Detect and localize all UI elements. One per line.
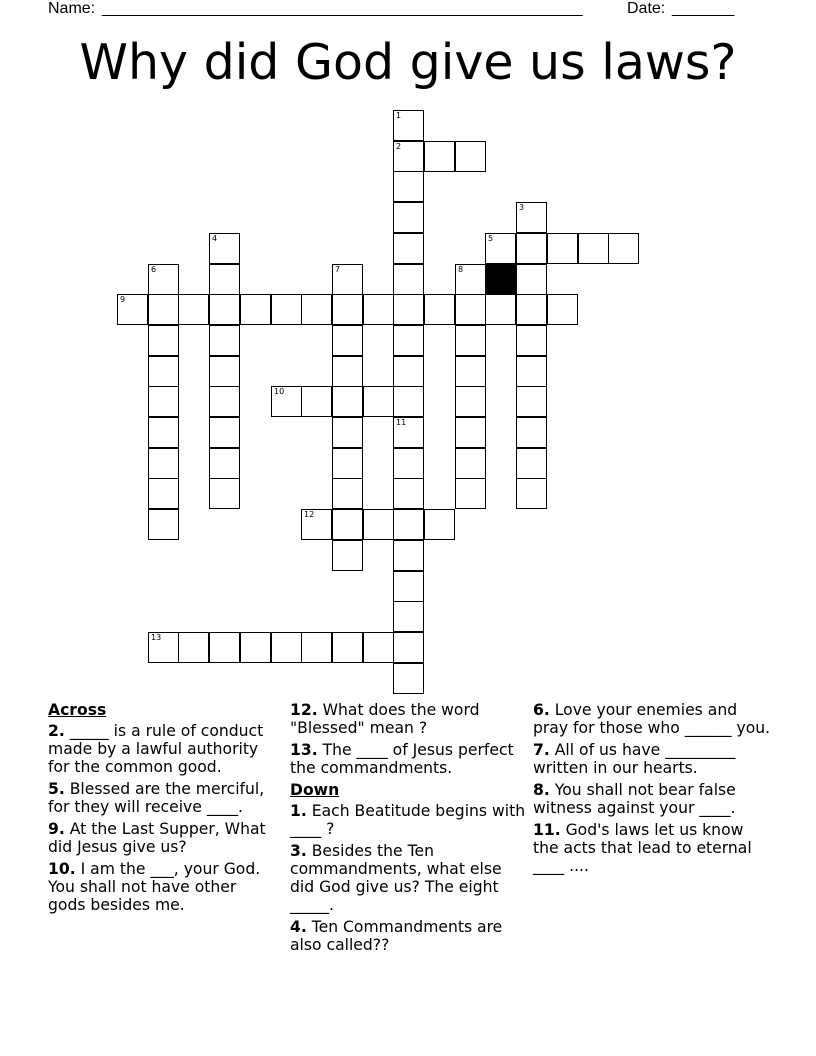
clue-number: 12. xyxy=(290,701,318,719)
clue-column-3 xyxy=(533,701,773,879)
clue-text: What does the word "Blessed" mean ? xyxy=(290,701,480,737)
grid-cell[interactable] xyxy=(332,478,363,509)
grid-cell[interactable] xyxy=(332,294,363,325)
grid-cell[interactable] xyxy=(148,632,179,663)
cell-number: 6 xyxy=(151,265,157,274)
clue-item xyxy=(533,741,773,777)
grid-cell[interactable] xyxy=(393,356,424,387)
grid-cell[interactable] xyxy=(485,294,516,325)
clue-item xyxy=(290,802,530,838)
name-label: Name: xyxy=(48,0,96,17)
clue-item xyxy=(48,820,273,856)
grid-cell[interactable] xyxy=(363,294,394,325)
grid-cell[interactable] xyxy=(516,417,547,448)
clue-text: _____ is a rule of conduct made by a lawful authority for the common good. xyxy=(48,722,264,776)
clue-text: Besides the Ten commandments, what else did God give us? The eight _____. xyxy=(290,842,502,914)
cell-number: 12 xyxy=(304,510,315,519)
grid-cell[interactable] xyxy=(424,141,455,172)
grid-cell[interactable] xyxy=(209,264,240,295)
grid-cell[interactable] xyxy=(393,294,424,325)
clue-number: 13. xyxy=(290,741,318,759)
clue-number: 2. xyxy=(48,722,65,740)
grid-cell[interactable] xyxy=(209,632,240,663)
grid-cell[interactable] xyxy=(332,356,363,387)
clue-item xyxy=(48,860,273,914)
date-label: Date: xyxy=(627,0,666,17)
clue-number: 1. xyxy=(290,802,307,820)
cell-number: 4 xyxy=(212,234,218,243)
grid-cell[interactable] xyxy=(240,294,271,325)
grid-cell[interactable] xyxy=(393,601,424,632)
grid-cell[interactable] xyxy=(393,571,424,602)
clue-column-1 xyxy=(48,701,273,918)
grid-cell[interactable] xyxy=(148,478,179,509)
cell-number: 8 xyxy=(458,265,464,274)
grid-cell[interactable] xyxy=(393,509,424,540)
clue-item xyxy=(290,741,530,777)
clue-item xyxy=(533,821,773,875)
grid-cell[interactable] xyxy=(393,141,424,172)
grid-cell[interactable] xyxy=(516,356,547,387)
grid-cell[interactable] xyxy=(209,478,240,509)
grid-cell[interactable] xyxy=(393,386,424,417)
grid-cell[interactable] xyxy=(455,448,486,479)
grid-cell[interactable] xyxy=(393,171,424,202)
grid-cell[interactable] xyxy=(148,386,179,417)
grid-cell[interactable] xyxy=(455,141,486,172)
grid-cell[interactable] xyxy=(516,325,547,356)
grid-cell[interactable] xyxy=(301,632,332,663)
grid-cell[interactable] xyxy=(209,448,240,479)
grid-cell[interactable] xyxy=(332,325,363,356)
grid-cell[interactable] xyxy=(209,294,240,325)
grid-cell[interactable] xyxy=(516,478,547,509)
grid-cell[interactable] xyxy=(485,233,516,264)
cell-number: 11 xyxy=(396,418,407,427)
grid-cell[interactable] xyxy=(301,386,332,417)
grid-cell[interactable] xyxy=(578,233,609,264)
grid-cell[interactable] xyxy=(455,294,486,325)
grid-cell[interactable] xyxy=(148,417,179,448)
grid-cell[interactable] xyxy=(332,540,363,571)
grid-cell[interactable] xyxy=(117,294,148,325)
clue-number: 10. xyxy=(48,860,76,878)
name-blank-line[interactable]: ______________________________________________________ xyxy=(102,0,583,17)
clue-item xyxy=(290,842,530,914)
grid-cell[interactable] xyxy=(455,325,486,356)
grid-cell[interactable] xyxy=(393,540,424,571)
grid-cell[interactable] xyxy=(424,509,455,540)
cell-number: 7 xyxy=(335,265,341,274)
clue-number: 7. xyxy=(533,741,550,759)
grid-cell[interactable] xyxy=(301,509,332,540)
grid-cell[interactable] xyxy=(516,264,547,295)
clue-heading: Down xyxy=(290,781,340,799)
clue-number: 3. xyxy=(290,842,307,860)
clue-text: All of us have _________ written in our hearts. xyxy=(533,741,736,777)
page-title: Why did God give us laws? xyxy=(79,34,737,91)
grid-cell[interactable] xyxy=(393,264,424,295)
clue-heading: Across xyxy=(48,701,107,719)
grid-cell[interactable] xyxy=(393,110,424,141)
grid-cell[interactable] xyxy=(332,509,363,540)
grid-cell[interactable] xyxy=(148,356,179,387)
clue-text: Blessed are the merciful, for they will receive ____. xyxy=(48,780,265,816)
clue-item xyxy=(48,780,273,816)
grid-cell[interactable] xyxy=(516,202,547,233)
grid-cell[interactable] xyxy=(332,448,363,479)
clue-text: You shall not bear false witness against your ____. xyxy=(533,781,736,817)
cell-number: 1 xyxy=(396,111,402,120)
clue-text: The ____ of Jesus perfect the commandments. xyxy=(290,741,514,777)
clue-number: 4. xyxy=(290,918,307,936)
grid-cell[interactable] xyxy=(209,386,240,417)
grid-cell[interactable] xyxy=(455,356,486,387)
grid-cell[interactable] xyxy=(271,386,302,417)
clue-item xyxy=(48,722,273,776)
clue-number: 5. xyxy=(48,780,65,798)
grid-cell[interactable] xyxy=(148,325,179,356)
grid-cell[interactable] xyxy=(148,294,179,325)
cell-number: 10 xyxy=(274,387,285,396)
clue-text: Each Beatitude begins with ____ ? xyxy=(290,802,526,838)
date-blank-line[interactable]: _______ xyxy=(672,0,735,17)
grid-cell[interactable] xyxy=(455,264,486,295)
cell-number: 9 xyxy=(120,295,126,304)
grid-cell[interactable] xyxy=(332,632,363,663)
grid-cell[interactable] xyxy=(393,233,424,264)
grid-cell[interactable] xyxy=(608,233,639,264)
cell-number: 5 xyxy=(488,234,494,243)
grid-cell[interactable] xyxy=(332,386,363,417)
grid-cell[interactable] xyxy=(393,448,424,479)
cell-number: 13 xyxy=(151,633,162,642)
grid-cell[interactable] xyxy=(209,356,240,387)
grid-cell[interactable] xyxy=(516,448,547,479)
clue-text: Ten Commandments are also called?? xyxy=(290,918,503,954)
grid-cell[interactable] xyxy=(209,417,240,448)
clue-item xyxy=(290,918,530,954)
grid-cell[interactable] xyxy=(240,632,271,663)
clue-text: Love your enemies and pray for those who ______ you. xyxy=(533,701,771,737)
grid-cell[interactable] xyxy=(363,632,394,663)
clue-number: 9. xyxy=(48,820,65,838)
clue-text: At the Last Supper, What did Jesus give us? xyxy=(48,820,266,856)
grid-cell[interactable] xyxy=(455,417,486,448)
grid-cell[interactable] xyxy=(363,509,394,540)
grid-cell[interactable] xyxy=(332,264,363,295)
clue-number: 6. xyxy=(533,701,550,719)
cell-number: 3 xyxy=(519,203,525,212)
clue-column-2 xyxy=(290,701,530,958)
cell-number: 2 xyxy=(396,142,402,151)
clue-text: God's laws let us know the acts that lead to eternal ____ .... xyxy=(533,821,752,875)
grid-cell[interactable] xyxy=(363,386,394,417)
grid-cell[interactable] xyxy=(209,325,240,356)
grid-cell[interactable] xyxy=(271,632,302,663)
clue-number: 11. xyxy=(533,821,561,839)
grid-cell[interactable] xyxy=(455,386,486,417)
grid-cell[interactable] xyxy=(393,417,424,448)
grid-cell[interactable] xyxy=(547,294,578,325)
grid-cell[interactable] xyxy=(301,294,332,325)
grid-cell[interactable] xyxy=(455,478,486,509)
grid-cell[interactable] xyxy=(209,233,240,264)
clue-number: 8. xyxy=(533,781,550,799)
grid-cell[interactable] xyxy=(393,663,424,694)
grid-cell[interactable] xyxy=(516,233,547,264)
black-cell xyxy=(485,264,516,295)
grid-cell[interactable] xyxy=(393,478,424,509)
grid-cell[interactable] xyxy=(148,264,179,295)
clue-item xyxy=(290,701,530,737)
grid-cell[interactable] xyxy=(393,202,424,233)
grid-cell[interactable] xyxy=(332,417,363,448)
clue-item xyxy=(533,701,773,737)
grid-cell[interactable] xyxy=(178,632,209,663)
grid-cell[interactable] xyxy=(424,294,455,325)
grid-cell[interactable] xyxy=(271,294,302,325)
grid-cell[interactable] xyxy=(148,448,179,479)
grid-cell[interactable] xyxy=(547,233,578,264)
grid-cell[interactable] xyxy=(516,386,547,417)
grid-cell[interactable] xyxy=(393,325,424,356)
clue-item xyxy=(533,781,773,817)
grid-cell[interactable] xyxy=(148,509,179,540)
grid-cell[interactable] xyxy=(178,294,209,325)
grid-cell[interactable] xyxy=(393,632,424,663)
clue-text: I am the ___, your God. You shall not have other gods besides me. xyxy=(48,860,261,914)
grid-cell[interactable] xyxy=(516,294,547,325)
